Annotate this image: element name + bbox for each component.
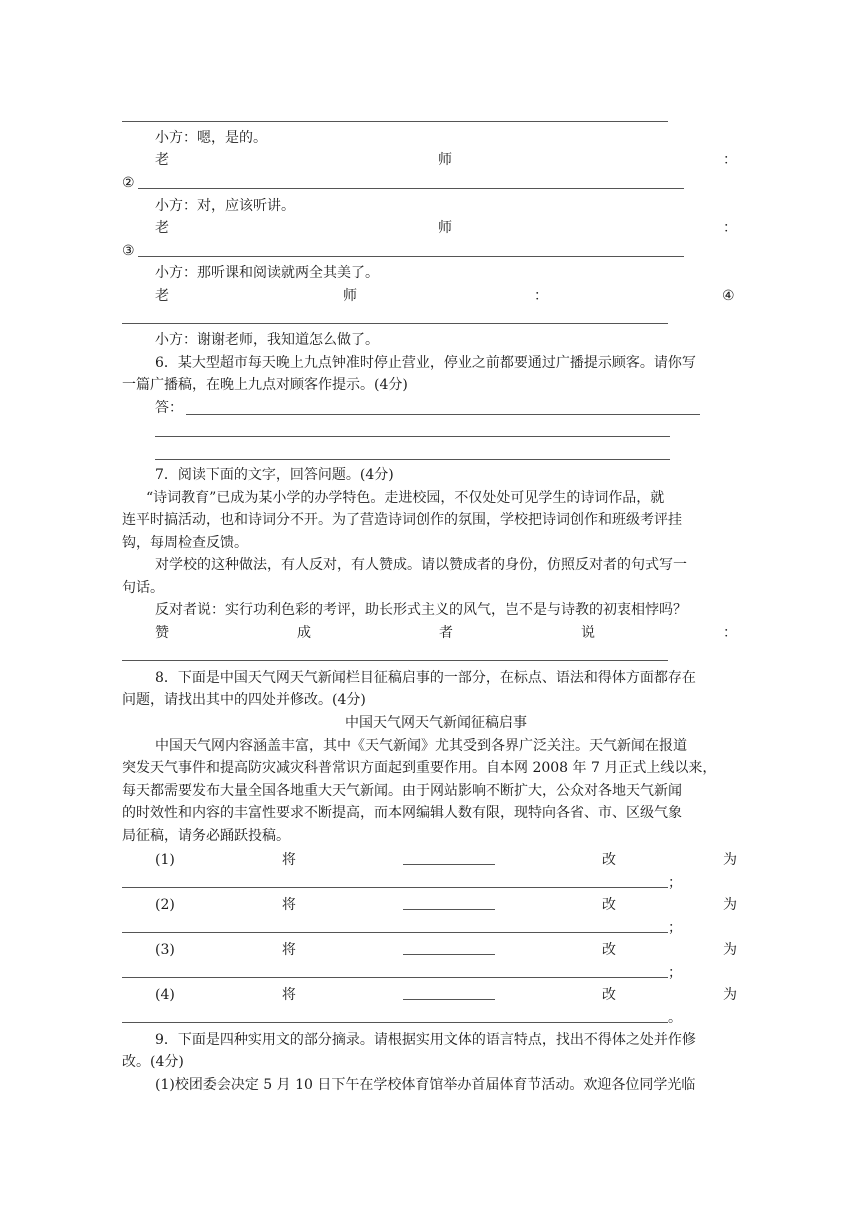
dialog-line-fang1: 小方：嗯，是的。 — [155, 130, 267, 146]
q6-text: 一篇广播稿，在晚上九点对顾客作提示。(4分) — [122, 377, 408, 393]
item-gai: 改 — [601, 942, 616, 958]
dialog-line-fang2: 小方：对，应该听讲。 — [155, 198, 295, 214]
blank-marker-4: ④ — [722, 288, 735, 304]
q8-item — [155, 985, 737, 1005]
teacher-label-shi: 师 — [438, 152, 452, 168]
item-number: (4) — [155, 987, 175, 1003]
item-wei: 为 — [722, 987, 737, 1003]
answer-blank[interactable] — [403, 985, 495, 1000]
q7-text: 7．阅读下面的文字，回答问题。(4分) — [155, 467, 394, 483]
q8-notice-text: 每天都需要发布大量全国各地重大天气新闻。由于网站影响不断扩大，公众对各地天气新闻 — [122, 783, 682, 799]
answer-line[interactable] — [122, 121, 668, 122]
answer-blank[interactable] — [403, 940, 495, 955]
teacher-label-lao: 老 — [155, 288, 169, 304]
q7-passage: “诗词教育”已成为某小学的办学特色。走进校园，不仅处处可见学生的诗词作品，就 — [146, 490, 665, 506]
item-end-punct: ； — [668, 965, 682, 981]
q6-text: 6．某大型超市每天晚上九点钟准时停止营业，停业之前都要通过广播提示顾客。请你写 — [155, 355, 696, 371]
dialog-line-fang4: 小方：谢谢老师，我知道怎么做了。 — [155, 332, 379, 348]
support-char: ： — [723, 625, 737, 641]
teacher-label-colon: ： — [534, 288, 548, 304]
q8-notice-text: 突发天气事件和提高防灾减灾科普常识方面起到重要作用。自本网 2008 年 7 月正式上线以来， — [122, 760, 717, 776]
answer-line[interactable] — [186, 414, 700, 415]
q8-item — [155, 895, 737, 915]
q7-passage: 句话。 — [122, 580, 164, 596]
blank-marker-2: ② — [122, 175, 135, 191]
support-char: 赞 — [155, 625, 169, 641]
answer-line[interactable] — [138, 256, 684, 257]
teacher-label-shi: 师 — [438, 220, 452, 236]
q8-notice-text: 局征稿，请务必踊跃投稿。 — [122, 828, 290, 844]
q6-answer-label: 答： — [155, 400, 183, 416]
q9-text: 改。(4分) — [122, 1054, 184, 1070]
answer-line[interactable] — [122, 323, 668, 324]
answer-blank[interactable] — [403, 895, 495, 910]
item-wei: 为 — [722, 942, 737, 958]
answer-line[interactable] — [122, 660, 668, 661]
q8-text: 8．下面是中国天气网天气新闻栏目征稿启事的一部分，在标点、语法和得体方面都存在 — [155, 670, 696, 686]
q7-passage: 连平时搞活动，也和诗词分不开。为了营造诗词创作的氛围，学校把诗词创作和班级考评挂 — [122, 512, 682, 528]
item-wei: 为 — [722, 897, 737, 913]
teacher-label-shi: 师 — [343, 288, 357, 304]
item-gai: 改 — [601, 852, 616, 868]
answer-line[interactable] — [122, 932, 668, 933]
teacher-label-lao: 老 — [155, 220, 169, 236]
q8-notice-text: 中国天气网内容涵盖丰富，其中《天气新闻》尤其受到各界广泛关注。天气新闻在报道 — [155, 738, 687, 754]
item-end-punct: 。 — [668, 1010, 682, 1026]
teacher-label-lao: 老 — [155, 152, 169, 168]
q7-support-line — [155, 623, 737, 643]
item-gai: 改 — [601, 987, 616, 1003]
q8-text: 问题，请找出其中的四处并修改。(4分) — [122, 692, 366, 708]
item-number: (2) — [155, 897, 175, 913]
item-wei: 为 — [722, 852, 737, 868]
q9-text: 9．下面是四种实用文的部分摘录。请根据实用文体的语言特点，找出不得体之处并作修 — [155, 1032, 696, 1048]
blank-marker-3: ③ — [122, 243, 135, 259]
answer-line[interactable] — [122, 977, 668, 978]
answer-line[interactable] — [138, 188, 684, 189]
answer-line[interactable] — [155, 459, 670, 460]
dialog-line-fang3: 小方：那听课和阅读就两全其美了。 — [155, 265, 379, 281]
q8-item — [155, 850, 737, 870]
q8-notice-text: 的时效性和内容的丰富性要求不断提高，而本网编辑人数有限，现特向各省、市、区级气象 — [122, 805, 682, 821]
item-jiang: 将 — [281, 897, 296, 913]
item-number: (3) — [155, 942, 175, 958]
support-char: 说 — [581, 625, 595, 641]
teacher-label-colon: ： — [723, 152, 737, 168]
teacher-label-colon: ： — [723, 220, 737, 236]
item-jiang: 将 — [281, 987, 296, 1003]
answer-line[interactable] — [122, 1022, 668, 1023]
support-char: 成 — [297, 625, 311, 641]
q7-oppose: 反对者说：实行功利色彩的考评，助长形式主义的风气，岂不是与诗教的初衷相悖吗？ — [155, 602, 687, 618]
item-gai: 改 — [601, 897, 616, 913]
support-char: 者 — [439, 625, 453, 641]
answer-blank[interactable] — [403, 850, 495, 865]
q8-item — [155, 940, 737, 960]
item-jiang: 将 — [281, 942, 296, 958]
q7-passage: 对学校的这种做法，有人反对，有人赞成。请以赞成者的身份，仿照反对者的句式写一 — [155, 557, 687, 573]
item-end-punct: ； — [668, 920, 682, 936]
item-jiang: 将 — [281, 852, 296, 868]
q9-text: (1)校团委会决定 5 月 10 日下午在学校体育馆举办首届体育节活动。欢迎各位同学光临 — [155, 1077, 696, 1093]
item-number: (1) — [155, 852, 175, 868]
answer-line[interactable] — [122, 887, 668, 888]
q8-notice-title: 中国天气网天气新闻征稿启事 — [345, 715, 527, 731]
q7-passage: 钩，每周检查反馈。 — [122, 535, 248, 551]
item-end-punct: ； — [668, 875, 682, 891]
answer-line[interactable] — [155, 436, 670, 437]
